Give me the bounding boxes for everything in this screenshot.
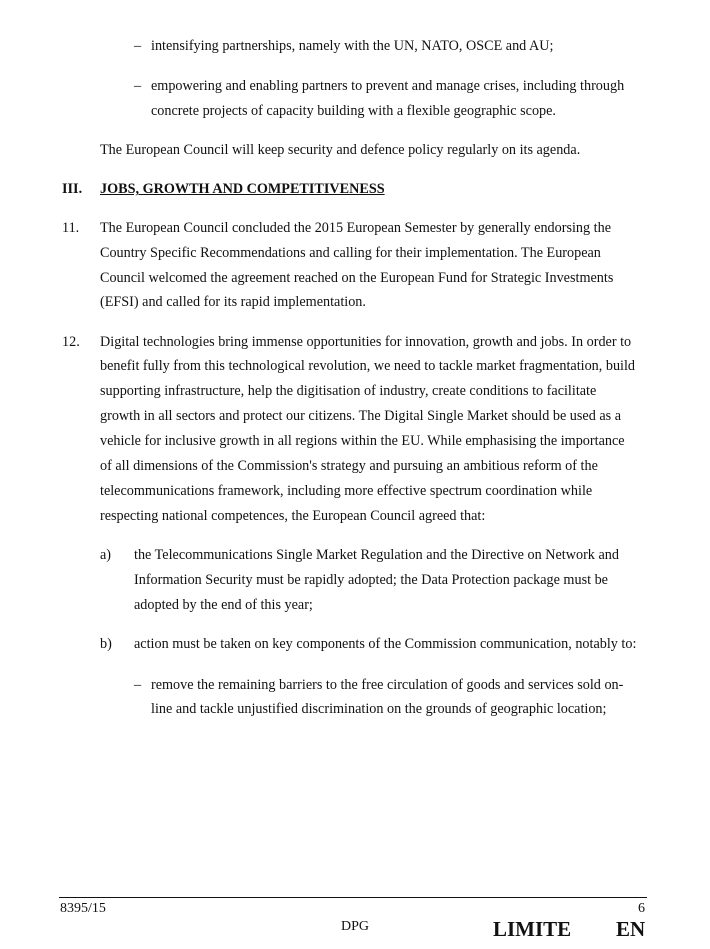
sub-item-marker: b) [100,636,112,652]
bullet-text: empowering and enabling partners to prevent and manage crises, including through [151,78,625,94]
sub-item-line: action must be taken on key components of the Commission communication, notably to: [134,636,637,652]
paragraph-number: 11. [62,220,80,236]
sub-item-line: adopted by the end of this year; [134,597,313,613]
paragraph-line: vehicle for inclusive growth in all regions within the EU. While emphasising the importance [100,433,625,449]
department-code: DPG [341,919,370,934]
section-number: III. [62,181,83,197]
classification-label: LIMITE [493,917,572,941]
bullet-text: concrete projects of capacity building with a flexible geographic scope. [151,103,556,119]
section-title: JOBS, GROWTH AND COMPETITIVENESS [100,181,385,197]
bullet-text: remove the remaining barriers to the free circulation of goods and services sold on- [151,677,624,693]
paragraph-line: (EFSI) and called for its rapid implementation. [100,294,366,310]
dash-marker: – [134,677,142,693]
closing-sentence: The European Council will keep security and defence policy regularly on its agenda. [100,142,581,158]
paragraph-line: of all dimensions of the Commission's strategy and pursuing an ambitious reform of the [100,458,598,474]
page-number: 6 [638,901,645,916]
paragraph-line: The European Council concluded the 2015 European Semester by generally endorsing the [100,220,611,236]
sub-item-line: the Telecommunications Single Market Regulation and the Directive on Network and [134,547,619,563]
paragraph-line: Digital technologies bring immense opportunities for innovation, growth and jobs. In order to [100,334,632,350]
dash-marker: – [134,78,142,94]
paragraph-line: telecommunications framework, including more effective spectrum coordination while [100,483,593,499]
bullet-text: intensifying partnerships, namely with the UN, NATO, OSCE and AU; [151,38,554,54]
paragraph-line: benefit fully from this technological revolution, we need to tackle market fragmentation, build [100,358,636,374]
bullet-text: line and tackle unjustified discrimination on the grounds of geographic location; [151,701,607,717]
paragraph-line: Country Specific Recommendations and calling for their implementation. The European [100,245,601,261]
paragraph-number: 12. [62,334,80,350]
paragraph-line: respecting national competences, the European Council agreed that: [100,508,486,524]
sub-item-line: Information Security must be rapidly adopted; the Data Protection package must be [134,572,608,588]
footer-divider [59,897,647,898]
paragraph-line: growth in all sectors and protect our citizens. The Digital Single Market should be used as a [100,408,622,424]
paragraph-line: supporting infrastructure, help the digitisation of industry, create conditions to facilitate [100,383,597,399]
document-number: 8395/15 [60,901,106,916]
paragraph-line: Council welcomed the agreement reached on the European Fund for Strategic Investments [100,270,614,286]
dash-marker: – [134,38,142,54]
sub-item-marker: a) [100,547,112,563]
language-code: EN [616,917,646,941]
